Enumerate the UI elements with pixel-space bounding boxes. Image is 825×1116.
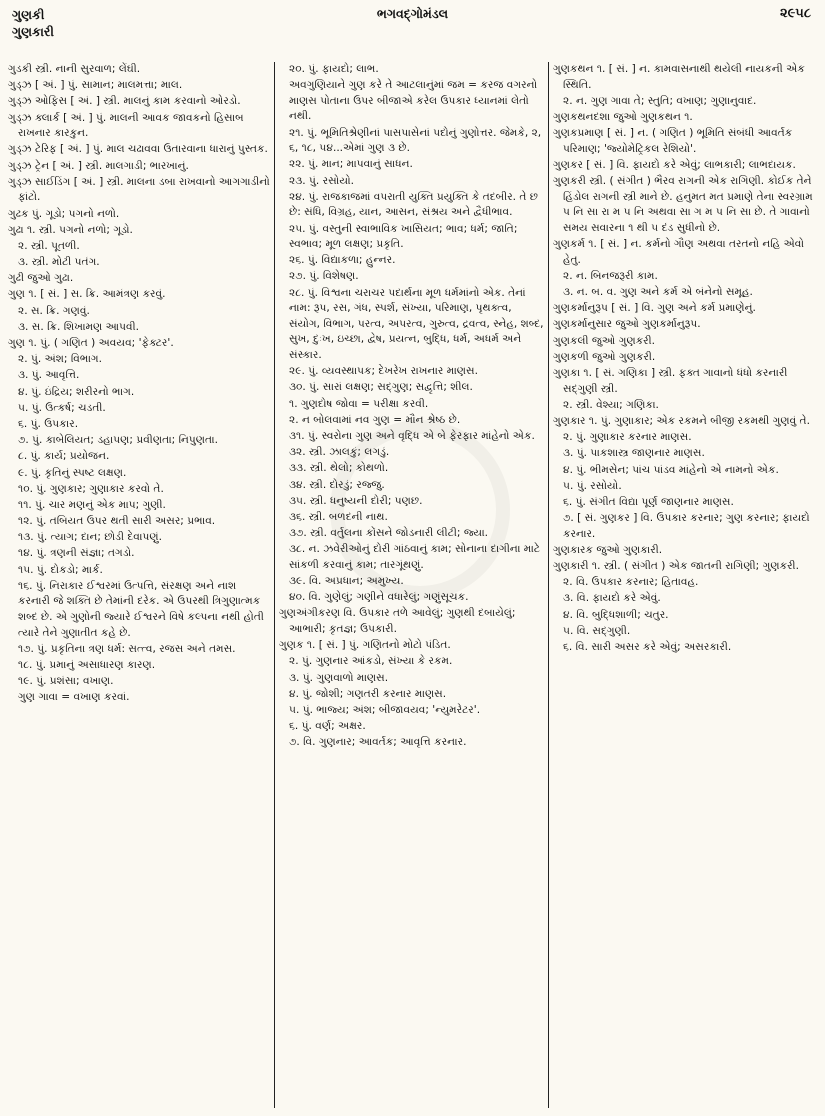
guide-word-last: ગુણકારી: [12, 24, 54, 39]
dictionary-entry: ગુડ્ઝ ઓફિસ [ અં. ] સ્ત્રી. માલનું કામ કરવાનો ઓરડો.: [8, 95, 241, 108]
column-1: [8, 62, 271, 1112]
dictionary-entry: ગુણકથન ૧. [ સં. ] ન. કામવાસનાથી થયેલી નાયકની એક સ્થિતિ.: [553, 63, 805, 91]
entry-sense: ૪. વિ. બુદ્ધિશાળી; ચતુર.: [563, 608, 669, 621]
entry-sense: ગુણ ગાવા = વખાણ કરવાં.: [18, 691, 130, 704]
dictionary-entry: ગુડકી સ્ત્રી. નાની સુરવાળ; લેંઘી.: [8, 63, 141, 75]
entry-sense: ૭. વિ. ગુણનાર; આવર્તક; આવૃત્તિ કરનાર.: [289, 736, 467, 749]
entry-sense: ૮. પું. કાર્ય; પ્રયોજન.: [18, 450, 110, 463]
page-number: ૨૯૫૮: [779, 6, 811, 21]
entry-sense: ૭. [ સં. ગુણકર ] વિ. ઉપકાર કરનાર; ગુણ કરનાર; ફાયદો કરનાર.: [563, 512, 810, 540]
entry-sense: ૬. પું. સંગીત વિદ્યા પૂર્ણ જાણનાર માણસ.: [563, 495, 734, 508]
dictionary-entry: ગુણકારક જુઓ ગુણકારી.: [553, 543, 663, 556]
dictionary-entry: ગુઢા ૧. સ્ત્રી. પગનો નળો; ગૂડો.: [8, 223, 133, 236]
entry-sense: ૪૦. વિ. ગુણેલું; ગણીને વધારેલું; ગણુંસૂચક.: [289, 591, 469, 604]
entry-sense: ૩૫. સ્ત્રી. ધનુષ્યની દોરી; પણછ.: [289, 494, 423, 507]
entry-sense: ૨૬. પું. વિદ્યાકળા; હુન્નર.: [289, 254, 396, 267]
dictionary-entry: ગુણકર્મ ૧. [ સં. ] ન. કર્મનો ગૌણ અથવા તરતનો નહિ એવો હેતુ.: [553, 238, 805, 266]
guide-word-first: ગુણકી: [12, 7, 45, 22]
entry-sense: ૬. પું. ઉપકાર.: [18, 417, 79, 430]
entry-sense: ૩૧. પું. સ્વરોના ગુણ અને વૃદ્ધિ એ બે ફેરફાર માંહેનો એક.: [289, 429, 535, 442]
entry-sense: ૫. પું. રસોયો.: [563, 479, 622, 492]
entry-sense: ૯. પું. કૃતિનું સ્પષ્ટ લક્ષણ.: [18, 466, 127, 479]
entry-sense: ૩. પું. પાકશાસ્ત્ર જાણનાર માણસ.: [563, 447, 705, 460]
dictionary-entry: ગુઢી જુઓ ગુઢા.: [8, 272, 74, 285]
entry-sense: અવગુણિયાને ગુણ કરે તે આટલાનુંમાં જમ = કરજ વગરનો માણસ પોતાના ઉપર બીજાએ કરેલ ઉપકાર ધ્યાનમાં લેતો નથી.: [289, 79, 538, 123]
entry-sense: ૧. ગુણદોષ જોવા = પરીક્ષા કરવી.: [289, 397, 429, 410]
entry-sense: ૫. પું. ઉત્કર્ષ; ચડતી.: [18, 401, 106, 414]
entry-sense: ૧૩. પું. ત્યાગ; દાન; છોડી દેવાપણું.: [18, 531, 162, 544]
entry-sense: ૩. સ્ત્રી. મોટી પતંગ.: [18, 256, 100, 269]
entry-sense: ૪. પું. જોશી; ગણતરી કરનાર માણસ.: [289, 687, 447, 700]
entry-sense: ૩૮. ન. ઝવેરીઓનું દોરી ગાંઠવાનું કામ; સોનાના દાગીના માટે સાંકળી કરવાનું કામ; તારગૂંથણું.: [289, 543, 541, 571]
dictionary-entry: ગુઢક પું. ગૂડો; પગનો નળો.: [8, 207, 120, 220]
entry-sense: ૧૨. પું. તબિયત ઉપર થતી સારી અસર; પ્રભાવ.: [18, 515, 216, 528]
entry-sense: ૨. પું. ગુણનાર આંકડો, સંખ્યા કે રકમ.: [289, 655, 453, 668]
entry-sense: ૩. પું. આવૃત્તિ.: [18, 369, 80, 382]
dictionary-entry: ગુણકલી જુઓ ગુણકરી.: [553, 334, 656, 347]
dictionary-entry: ગુડ્ઝ [ અં. ] પું. સામાન; માલમત્તા; માલ.: [8, 79, 183, 92]
entry-sense: ૪. પું. ભીમસેન; પાંચ પાંડવ માંહેનો એ નામનો એક.: [563, 463, 779, 476]
entry-sense: ૩૬. સ્ત્રી. બળદની નાથ.: [289, 510, 388, 523]
entry-sense: ૩. વિ. ફાયદો કરે એવું.: [563, 592, 661, 605]
entry-sense: ૨૭. પું. વિશેષણ.: [289, 270, 359, 283]
entry-sense: ૨૧. પું. ભૂમિતિશ્રેણીનાં પાસપાસેનાં પદોનું ગુણોત્તર. જેમકે, ૨, ૬, ૧૮, ૫૪...એમાં ગુણ ૩ છે.: [289, 126, 542, 155]
column-2: [279, 62, 545, 1112]
page-header: [10, 6, 815, 44]
entry-sense: ૬. વિ. સારી અસર કરે એવું; અસરકારી.: [563, 641, 732, 653]
entry-sense: ૧૫. પું. દોકડો; માર્ક.: [18, 563, 103, 576]
entry-sense: ૧૯. પું. પ્રશંસા; વખાણ.: [18, 675, 114, 688]
entry-sense: ૨૩. પું. રસોયો.: [289, 174, 355, 187]
entry-sense: ૧૪. પું. ત્રણની સંજ્ઞા; તગડો.: [18, 547, 135, 560]
dictionary-entry: ગુણકાર ૧. પું. ગુણાકાર; એક રકમને બીજી રકમથી ગુણવું તે.: [553, 414, 810, 427]
dictionary-entry: ગુડ્ઝ ટેરિફ [ અં. ] પું. માલ ચઢાવવા ઉતારવાના ધારાનું પુસ્તક.: [8, 143, 268, 156]
entry-sense: ૩. પું. ગુણવાળો માણસ.: [289, 671, 389, 684]
entry-sense: ૩. સ. ક્રિ. શિખામણ આપવી.: [18, 320, 140, 333]
dictionary-entry: ગુણઅંગીકરણ વિ. ઉપકાર તળે આવેલું; ગુણથી દબાયેલું; આભારી; કૃતજ્ઞ; ઉપકારી.: [279, 607, 516, 636]
dictionary-entry: ગુણકપ્રમાણ [ સં. ] ન. ( ગણિત ) ભૂમિતિ સંબંધી આવર્તક પરિમાણ; 'જ્યોમેટ્રિકલ રેશિયો'.: [553, 127, 793, 155]
entry-sense: ૨૦. પું. ફાયદો; લાભ.: [289, 63, 379, 75]
dictionary-entry: ગુણકા ૧. [ સં. ગણિકા ] સ્ત્રી. ફક્ત ગાવાનો ધંધો કરનારી સદ્ગુણી સ્ત્રી.: [553, 367, 788, 395]
dictionary-entry: ગુડ્ઝ સાઈડિંગ [ અં. ] સ્ત્રી. માલના ડબા રાખવાનો આગગાડીનો ફાંટો.: [8, 175, 270, 204]
entry-sense: ૨. વિ. ઉપકાર કરનાર; હિતાવહ.: [563, 576, 699, 589]
entry-sense: ૨૯. પું. વ્યવસ્થાપક; દેખરેખ રાખનાર માણસ.: [289, 365, 478, 378]
book-title: ભગવદ્ગોમંડલ: [376, 6, 449, 21]
column-divider: [548, 62, 549, 1108]
entry-sense: ૫. વિ. સદ્ગુણી.: [563, 624, 631, 637]
entry-sense: ૩૦. પું. સારાં લક્ષણ; સદ્ગુણ; સદ્વૃત્તિ; શીલ.: [289, 381, 473, 394]
entry-sense: ૨. ન. ગુણ ગાવા તે; સ્તુતિ; વખાણ; ગુણાનુવાદ.: [563, 94, 757, 107]
entry-sense: ૧૭. પું. પ્રકૃતિના ત્રણ ધર્મ: સત્ત્વ, રજસ અને તમસ.: [18, 642, 236, 655]
entry-sense: ૨૪. પું. રાજકાજમાં વપરાતી યુક્તિ પ્રયુક્તિ કે તદબીર. તે છ છે: સંધિ, વિગ્રહ, યાન, આસન, સંશ્રય અને દ્વૈધીભાવ.: [289, 190, 538, 219]
entry-sense: ૨. ન બોલવામાં નવ ગુણ = મૌન શ્રેષ્ઠ છે.: [289, 413, 461, 426]
entry-sense: ૩૨. સ્ત્રી. ઝાલકું; લગડું.: [289, 446, 390, 459]
column-3: [553, 62, 820, 1112]
dictionary-entry: ગુણકળી જુઓ ગુણકરી.: [553, 350, 656, 363]
dictionary-entry: ગુણકર્માનુરૂપ [ સં. ] વિ. ગુણ અને કર્મ પ્રમાણેનું.: [553, 302, 756, 315]
entry-sense: ૪. પું. ઇંદ્રિય; શરીરનો ભાગ.: [18, 385, 135, 398]
entry-sense: ૨. સ. ક્રિ. ગણવું.: [18, 304, 90, 317]
dictionary-entry: ગુણકથનદશા જુઓ ગુણકથન ૧.: [553, 110, 693, 123]
entry-sense: ૨૨. પું. માન; માપવાનું સાધન.: [289, 158, 413, 171]
dictionary-entry: ગુણકારી ૧. સ્ત્રી. ( સંગીત ) એક જાતની રાગિણી; ગુણકરી.: [553, 560, 799, 573]
entry-sense: ૩૩. સ્ત્રી. થેલો; કોથળો.: [289, 462, 389, 475]
entry-sense: ૭. પું. કાબેલિયત; ડહાપણ; પ્રવીણતા; નિપુણતા.: [18, 434, 219, 447]
entry-sense: ૧૮. પું. પ્રમાનું અસાધારણ કારણ.: [18, 658, 156, 671]
dictionary-entry: ગુણકરી સ્ત્રી. ( સંગીત ) ભૈરવ રાગની એક રાગિણી. કોઈક તેને હિંડોલ રાગની સ્ત્રી માને છે. હનુમત મત પ્રમાણે તેના સ્વરગ્રામ પ નિ સા રા મ પ નિ અથવા સા ગ મ પ નિ સા છે. તે ગાવાનો સમય સવારના ૧ થી ૫ દંડ સુધીનો છે.: [553, 175, 813, 234]
dictionary-entry: ગુડ્ઝ ટ્રેન [ અં. ] સ્ત્રી. માલગાડી; ભારખાનું.: [8, 159, 189, 172]
dictionary-entry: ગુણ ૧. [ સં. ] સ. ક્રિ. આમંત્રણ કરવું.: [8, 288, 166, 301]
dictionary-entry: ગુણક ૧. [ સં. ] પું. ગણિતનો મોટો પંડિત.: [279, 639, 451, 652]
entry-sense: ૨૮. પું. વિશ્વના ચરાચર પદાર્થના મૂળ ધર્મમાંનો એક. તેનાં નામ: રૂપ, રસ, ગંધ, સ્પર્શ, સંખ્યા, પરિમાણ, પૃથક્ત્વ, સંયોગ, વિભાગ, પરત્વ, અપરત્વ, ગુરુત્વ, દ્રવત્વ, સ્નેહ, શબ્દ, સુખ, દુઃખ, ઇચ્છા, દ્વેષ, પ્રયત્ન, બુદ્ધિ, ધર્મ, અધર્મ અને સંસ્કાર.: [289, 286, 544, 362]
column-divider: [274, 62, 275, 1108]
entry-sense: ૨. સ્ત્રી. પૂતળી.: [18, 239, 80, 252]
entry-sense: ૩૭. સ્ત્રી. વર્તુલના કોંસને જોડનારી લીટી; જ્યા.: [289, 527, 489, 540]
dictionary-entry: ગુણકર [ સં. ] વિ. ફાયદો કરે એવું; લાભકારી; લાભદાયક.: [553, 158, 796, 171]
entry-sense: ૨. ન. બિનજરૂરી કામ.: [563, 269, 658, 282]
entry-sense: ૨. સ્ત્રી. વેશ્યા; ગણિકા.: [563, 398, 659, 411]
entry-sense: ૨૫. પું. વસ્તુની સ્વાભાવિક ખાસિયત; ભાવ; ધર્મ; જાતિ; સ્વભાવ; મૂળ લક્ષણ; પ્રકૃતિ.: [289, 222, 518, 251]
entry-sense: ૧૬. પું. નિરાકાર ઈશ્વરમાં ઉત્પત્તિ, સંરક્ષણ અને નાશ કરનારી જે શક્તિ છે તેમાંની દરેક. એ ઉપરથી ત્રિગુણાત્મક શબ્દ છે. એ ગુણોની જ્યારે ઈશ્વરને વિષે કલ્પના નથી હોતી ત્યારે તેને ગુણાતીત કહે છે.: [18, 579, 264, 639]
entry-sense: ૧૧. પું. ચાર મણનું એક માપ; ગુણી.: [18, 498, 166, 511]
entry-sense: ૩૪. સ્ત્રી. દોરડું; રજ્જુ.: [289, 478, 385, 491]
entry-sense: ૩૯. વિ. અપ્રધાન; અમુખ્ય.: [289, 575, 404, 588]
entry-sense: ૨. પું. અંશ; વિભાગ.: [18, 353, 103, 366]
dictionary-entry: ગુડ્ઝ ક્લાર્ક [ અં. ] પું. માલની આવક જાવકનો હિસાબ રાખનાર કારકુન.: [8, 111, 244, 140]
entry-sense: ૧૦. પું. ગુણકાર; ગુણાકાર કરવો તે.: [18, 482, 164, 495]
entry-sense: ૬. પું. વર્ણ; અક્ષર.: [289, 720, 366, 733]
entry-sense: ૫. પું. ભાજ્ય; અંશ; બીજાવયવ; 'ન્યુમરેટર'.: [289, 703, 481, 716]
entry-sense: ૨. પું. ગુણાકાર કરનાર માણસ.: [563, 431, 692, 444]
entry-sense: ૩. ન. બ. વ. ગુણ અને કર્મ એ બંનેનો સમૂહ.: [563, 286, 753, 299]
dictionary-entry: ગુણકર્માનુસાર જુઓ ગુણકર્માનુરૂપ.: [553, 318, 701, 331]
dictionary-entry: ગુણ ૧. પું. ( ગણિત ) અવયવ; 'ફેક્ટર'.: [8, 337, 174, 349]
